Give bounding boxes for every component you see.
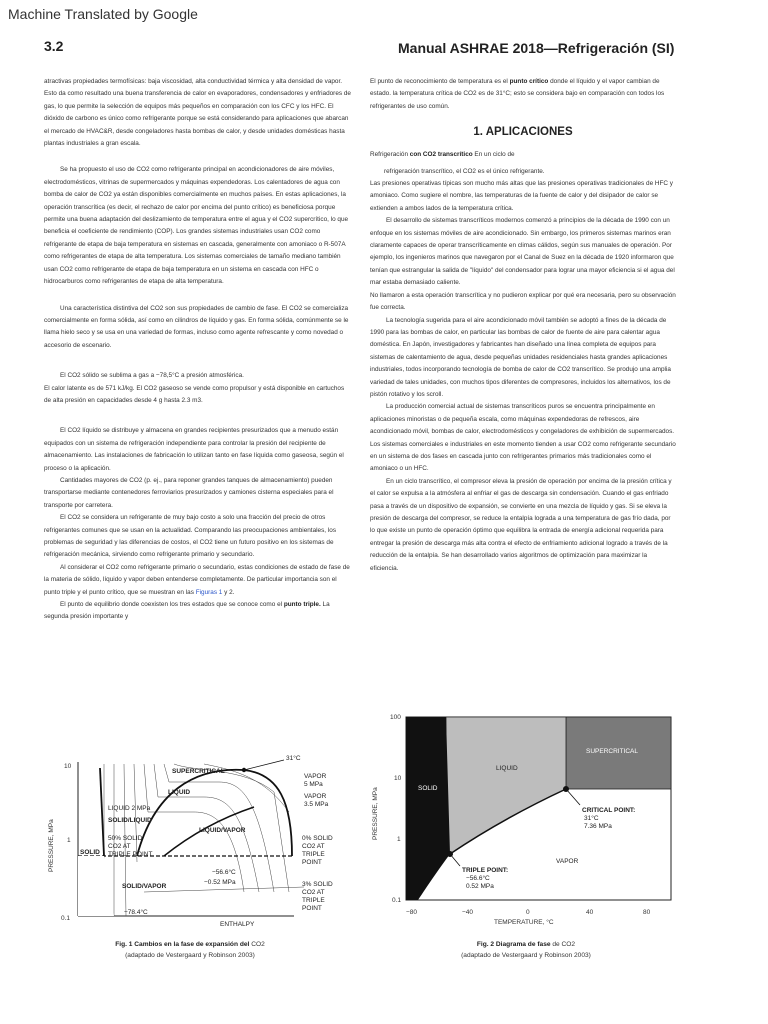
bold-term: punto triple. xyxy=(283,601,321,609)
paragraph: El calor latente es de 571 kJ/kg. El CO2 gaseoso se vende como propulsor y está disponible en cartuchos de alta presión en capacidades desde 4 g hasta 2.3 m3. xyxy=(44,384,345,404)
text: donde el líquido y el vapor cambian de estado. la temperatura crítica de CO2 es de 31°C; esto se considera bajo en comparación con todos los refrigerantes de uso común. xyxy=(370,78,665,110)
text: El punto de reconocimiento de temperatura es el xyxy=(370,78,510,85)
text: En un ciclo de xyxy=(472,151,515,159)
paragraph xyxy=(370,149,676,161)
paragraph xyxy=(44,599,352,624)
fig2-label: LIQUID xyxy=(496,765,518,772)
figure-link[interactable]: Figuras 1 xyxy=(195,588,223,596)
bold-term: punto crítico xyxy=(509,78,549,85)
fig2-xtick: 80 xyxy=(643,909,651,916)
translation-banner xyxy=(0,0,768,30)
paragraph: El desarrollo de sistemas transcríticos modernos comenzó a principios de la década de 1990 con un enfoque en los sistemas móviles de aire acondicionado. Sin embargo, los primeros sistemas marinos eran claramente capaces de operar transcríticamente en climas cálidos, según sus manuales de operación. Por ejemplo, los ingenieros marinos que navegaron por el Canal de Suez en la década de 1920 informaron que tenían que estrangular la salida de "líquido" del condensador para lograr una mayor eficiencia si el agua del mar estaba demasiado caliente. xyxy=(370,217,675,287)
fig1-label: LIQUID xyxy=(168,789,191,796)
page-title: Manual ASHRAE 2018—Refrigeración (SI) xyxy=(398,40,675,56)
text: La segunda presión importante y xyxy=(44,601,330,621)
paragraph: El CO2 líquido se distribuye y almacena en grandes recipientes presurizados que a menudo están equipados con un sistema de refrigeración independiente para controlar la presión del recipiente de almacenamiento. Las instalaciones de fabricación lo utilizan tanto en fase líquida como gaseosa, según el proceso o la aplicación. xyxy=(44,427,344,472)
fig1-xlabel: ENTHALPY xyxy=(220,921,255,928)
fig1-label: POINT xyxy=(302,905,322,912)
fig1-label: TRIPLE xyxy=(302,851,325,858)
fig2-phase-diagram xyxy=(366,708,686,930)
fig1-label: SOLID xyxy=(80,849,100,856)
caption-source: (adaptado de Vestergaard y Robinson 2003) xyxy=(125,952,255,959)
fig1-label: CO2 AT xyxy=(108,843,131,850)
fig2-ytick: 0.1 xyxy=(392,897,402,904)
paragraph: El CO2 sólido se sublima a gas a −78,5°C a presión atmosférica. xyxy=(60,372,244,380)
fig1-label: VAPOR xyxy=(304,773,327,780)
fig2-xtick: 0 xyxy=(526,909,530,916)
text: Al considerar el CO2 como refrigerante primario o secundario, estas condiciones de estado de fase de la materia de sólido, líquido y vapor deben entenderse completamente. De particular importancia son el punto triple y el punto crítico, que se muestran en las xyxy=(44,563,350,596)
caption-text: CO2 xyxy=(249,941,265,948)
fig1-label: LIQUID/VAPOR xyxy=(199,827,246,834)
text: El punto de equilibrio donde coexisten los tres estados que se conoce como el xyxy=(60,601,284,609)
paragraph: En un ciclo transcrítico, el compresor eleva la presión de operación por encima de la presión crítica y el calor se expulsa a la atmósfera al enfriar el gas de descarga sin condensación. Cuando el gas enfriado pasa a través de un dispositivo de expansión, se convierte en una mezcla de líquido y gas. Si se eleva la presión de descarga del compresor, se reduce la entalpía lograda a una temperatura de gas frío dada, por lo que existe un punto de operación óptimo que equilibra la entrada de energía adicional requerida para entregar la presión de descarga más alta contra el efecto de enfriamiento adicional logrado a través de la reducción de la entalpía. Se han desarrollado varios algoritmos de optimización para maximizar la eficiencia. xyxy=(370,477,672,572)
fig1-label: SUPERCRITICAL xyxy=(172,768,225,775)
fig2-label: −56.6°C xyxy=(466,875,490,882)
fig2-label: 7.36 MPa xyxy=(584,823,612,830)
fig2-ylabel: PRESSURE, MPa xyxy=(372,787,379,840)
fig2-xlabel: TEMPERATURE, °C xyxy=(494,919,554,926)
paragraph: Las presiones operativas típicas son mucho más altas que las presiones operativas tradicionales de HFC y amoniaco. Como sugiere el nombre, las temperaturas de la fuente de calor y del disipador de calor se extienden a ambos lados de la temperatura crítica. xyxy=(370,180,673,212)
fig1-label: LIQUID 2 MPa xyxy=(108,805,151,812)
fig1-label: −56.6°C xyxy=(212,869,236,876)
fig2-label: 31°C xyxy=(584,815,599,822)
fig2-label: 0.52 MPa xyxy=(466,883,494,890)
fig1-ylabel: PRESSURE, MPa xyxy=(48,819,55,872)
fig2-xtick: −40 xyxy=(462,909,474,916)
fig1-pressure-enthalpy-diagram xyxy=(44,752,354,932)
fig2-xtick: −80 xyxy=(406,909,418,916)
caption-bold: Fig. 1 Cambios en la fase de expansión del xyxy=(115,941,250,948)
paragraph: La producción comercial actual de sistemas transcríticos puros se encuentra principalmente en aplicaciones minoristas o de pequeña escala, como máquinas expendedoras de refrescos, aire acondicionado móvil, bombas de calor, electrodomésticos y congeladores de exhibición de supermercados. Los sistemas comerciales e industriales en este momento tienden a usar CO2 como refrigerante secundario en un sistema de dos fases en cascada junto con refrigerantes primarios más tradicionales como el amoniaco o un HFC. xyxy=(370,403,676,473)
fig2-label: CRITICAL POINT: xyxy=(582,807,636,814)
banner-text: Machine Translated by Google xyxy=(8,6,198,22)
fig2-ytick: 10 xyxy=(394,775,402,782)
fig1-label: −78.4°C xyxy=(124,909,148,916)
fig2-label: TRIPLE POINT: xyxy=(462,867,509,874)
paragraph: La tecnología sugerida para el aire acondicionado móvil también se adoptó a fines de la década de 1990 para las bombas de calor, en particular las bombas de calor de fuente de aire para calentar agua doméstica. En Japón, investigadores y fabricantes han diseñado una línea completa de equipos para sistemas de calentamiento de agua, desde pequeñas unidades residenciales hasta grandes aplicaciones industriales, todos incorporando tecnología de bomba de calor de CO2 transcrítico. Se produjo una amplia variedad de tales unidades, con muchos tipos diferentes de compresores, incluidos los alternativos, los de pistón rotativo y los scroll. xyxy=(370,316,671,398)
paragraph: Una característica distintiva del CO2 son sus propiedades de cambio de fase. El CO2 se comercializa comercialmente en forma sólida, así como en cilindros de líquido y gas. En forma sólida, comúnmente se le llama hielo seco y se usa en una variedad de formas, incluso como agente refrescante y como novedad o accesorio de escenario. xyxy=(44,304,349,349)
fig1-label: 31°C xyxy=(286,755,301,762)
fig1-label: 5 MPa xyxy=(304,781,323,788)
fig1-ytick: 1 xyxy=(67,837,71,844)
paragraph: El CO2 se considera un refrigerante de muy bajo costo a solo una fracción del precio de otros refrigerantes comunes que se usan en la actualidad. Comparando las preocupaciones ambientales, los problemas de seguridad y las diferencias de costos, el CO2 tiene un futuro positivo en los sistemas de refrigeración mecánica, sirviendo como refrigerante primario y secundario. xyxy=(44,514,337,559)
fig2-label: SOLID xyxy=(418,785,438,792)
right-column xyxy=(370,76,676,575)
caption-bold: Fig. 2 Diagrama de fase xyxy=(476,941,551,948)
fig1-label: 50% SOLID xyxy=(108,835,143,842)
fig2-ytick: 1 xyxy=(397,836,401,843)
fig1-label: CO2 AT xyxy=(302,889,325,896)
left-column xyxy=(44,76,352,624)
fig2-label: SUPERCRITICAL xyxy=(586,748,639,755)
paragraph: Se ha propuesto el uso de CO2 como refrigerante principal en acondicionadores de aire móviles, electrodomésticos, vitrinas de supermercados y máquinas expendedoras. Los calentadores de agua con bomba de calor de CO2 ya están disponibles comercialmente en muchos países. En estas aplicaciones, la operación transcrítica (es decir, el rechazo de calor por encima del punto crítico) es beneficiosa porque permite una buena adaptación del deslizamiento de temperatura entre el agua y el CO2 supercrítico, lo que beneficia el coeficiente de rendimiento (COP). Los grandes sistemas industriales usan CO2 como refrigerante de etapa de baja temperatura en sistemas en cascada, generalmente con amoniaco o R-507A como refrigerantes de etapa de alta temperatura. Los sistemas comerciales de tamaño mediano también usan CO2 como refrigerante de etapa de baja temperatura en un sistema en cascada con HFC o hidrocarburos como refrigerantes de etapa de alta temperatura. xyxy=(44,166,349,286)
caption-source: (adaptado de Vestergaard y Robinson 2003) xyxy=(461,952,591,959)
fig1-ytick: 10 xyxy=(64,763,72,770)
fig1-caption xyxy=(60,939,320,961)
fig1-label: 3% SOLID xyxy=(302,881,333,888)
paragraph: Cantidades mayores de CO2 (p. ej., para reponer grandes tanques de almacenamiento) pueden transportarse mediante contenedores ferroviarios presurizados y camiones cisterna especiales para el transporte por carretera. xyxy=(44,476,334,509)
fig2-label: VAPOR xyxy=(556,858,579,865)
fig1-label: CO2 AT xyxy=(302,843,325,850)
fig2-ytick: 100 xyxy=(390,714,401,721)
section-heading: 1. APLICACIONES xyxy=(473,126,573,139)
fig1-label: SOLID/LIQUID xyxy=(108,817,152,824)
paragraph xyxy=(370,76,676,113)
text: Refrigeración xyxy=(370,151,410,159)
fig1-label: VAPOR xyxy=(304,793,327,800)
paragraph: refrigeración transcrítico, el CO2 es el único refrigerante. xyxy=(384,167,545,175)
fig1-label: POINT xyxy=(302,859,322,866)
text: y 2. xyxy=(222,588,235,596)
paragraph xyxy=(44,562,352,599)
fig2-caption xyxy=(396,939,656,961)
fig1-ytick: 0.1 xyxy=(61,915,71,922)
bold-term: con CO2 transcrítico xyxy=(409,151,473,159)
fig1-label: TRIPLE POINT xyxy=(108,851,153,858)
fig1-label: −0.52 MPa xyxy=(204,879,236,886)
fig1-label: SOLID/VAPOR xyxy=(122,883,167,890)
fig2-xtick: 40 xyxy=(586,909,594,916)
fig1-label: 0% SOLID xyxy=(302,835,333,842)
fig1-label: TRIPLE xyxy=(302,897,325,904)
fig1-label: 3.5 MPa xyxy=(304,801,329,808)
page-number: 3.2 xyxy=(44,38,64,54)
paragraph: No llamaron a esta operación transcrítica y no pudieron explicar por qué era necesaria, pero su observación fue correcta. xyxy=(370,291,676,312)
caption-text: de CO2 xyxy=(550,941,576,948)
paragraph: atractivas propiedades termofísicas: baja viscosidad, alta conductividad térmica y alta densidad de vapor. Esto da como resultado una buena transferencia de calor en evaporadores, condensadores y enfriadores de gas, lo que permite la selección de equipos más pequeños en comparación con los CFC y los HFC. El dióxido de carbono es único como refrigerante porque se está considerando para aplicaciones que abarcan el mercado de HVAC&R, desde congeladores hasta bombas de calor, y desde unidades domésticas hasta plantas industriales a gran escala. xyxy=(44,78,351,148)
